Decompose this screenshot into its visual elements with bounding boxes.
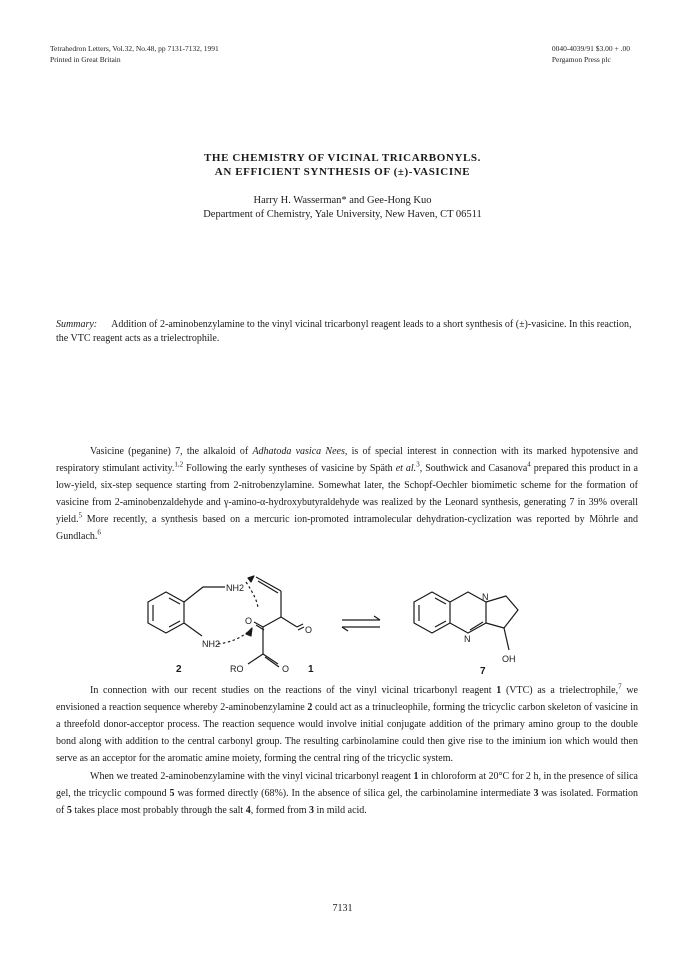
paragraph-intro [56, 443, 638, 545]
journal-citation: Tetrahedron Letters, Vol.32, No.48, pp 7131-7132, 1991 [50, 44, 219, 53]
title-line-1: THE CHEMISTRY OF VICINAL TRICARBONYLS. [204, 152, 481, 164]
text-run: was isolated. Formation of [56, 788, 638, 816]
paragraph-experiment [56, 768, 638, 819]
text-run: , Southwick and Casanova [419, 463, 528, 474]
summary-block [56, 318, 638, 346]
printed-in: Printed in Great Britain [50, 55, 121, 64]
summary-label: Summary: [56, 319, 98, 330]
reference-superscript: 5 [78, 511, 82, 520]
summary-text: Addition of 2-aminobenzylamine to the vinyl vicinal tricarbonyl reagent leads to a short synthesis of (±)-vasicine. In this reaction, the VTC reagent acts as a trielectrophile. [56, 319, 632, 344]
nh2-top-label: NH2 [226, 583, 245, 593]
page-number: 7131 [332, 903, 353, 914]
text-run: in mild acid. [314, 805, 367, 816]
ro-label: RO [230, 664, 244, 674]
o-ester-label: O [282, 664, 290, 674]
text-run: takes place most probably through the salt [71, 805, 246, 816]
compound-ref: 4 [245, 805, 251, 816]
text-run: When we treated 2-aminobenzylamine with the vinyl vicinal tricarbonyl reagent [90, 771, 414, 782]
compound-ref: 1 [413, 771, 419, 782]
compound-ref: 3 [309, 805, 315, 816]
publisher: Pergamon Press plc [551, 55, 611, 64]
running-header-left [50, 43, 219, 65]
compound-ref: 1 [496, 685, 502, 696]
running-header-right [552, 43, 630, 65]
text-run: we envisioned a reaction sequence whereby 2-aminobenzylamine [56, 685, 638, 713]
issn-price: 0040-4039/91 $3.00 + .00 [551, 44, 630, 53]
n-top-label: N [482, 592, 489, 602]
o-left-label: O [245, 616, 253, 626]
text-run: in chloroform at 20°C for 2 h, in the presence of silica gel, the tricyclic compound [56, 771, 638, 799]
paper-title [0, 151, 685, 179]
text-run: Vasicine (peganine) 7, the alkaloid of [90, 446, 253, 457]
text-run: In connection with our recent studies on the reactions of the vinyl vicinal tricarbonyl reagent [90, 685, 497, 696]
paragraph-vtc [56, 682, 638, 767]
oh-label: OH [502, 654, 516, 664]
compound-ref: 2 [307, 702, 313, 713]
text-run: , formed from [250, 805, 310, 816]
et-al: et al. [395, 463, 417, 474]
affiliation: Department of Chemistry, Yale University, New Haven, CT 06511 [203, 209, 482, 220]
text-run: (VTC) as a trielectrophile, [501, 685, 619, 696]
benzyl-ch2 [184, 587, 225, 602]
reference-superscript: 4 [527, 460, 531, 469]
title-line-2: AN EFFICIENT SYNTHESIS OF (±)-VASICINE [214, 166, 471, 178]
reference-superscript: 6 [97, 528, 101, 537]
reference-superscript: 3 [416, 460, 420, 469]
n-bottom-label: N [464, 634, 471, 644]
author-names: Harry H. Wasserman* and Gee-Hong Kuo [253, 195, 432, 206]
nh2-bottom-label: NH2 [202, 639, 221, 649]
text-run: Following the early syntheses of vasicine by Späth [183, 463, 396, 474]
compound-label-7: 7 [480, 666, 486, 677]
compound-label-2: 2 [176, 664, 182, 675]
reference-superscript: 7 [618, 682, 622, 691]
text-run: More recently, a synthesis based on a mercuric ion-promoted intramolecular dehydration-cyclization was reported by Möhrle and Gundlach. [56, 514, 638, 542]
compound-ref: 5 [169, 788, 175, 799]
reaction-scheme [130, 572, 560, 682]
author-block [0, 194, 685, 222]
text-run: prepared this product in a low-yield, six-step sequence starting from 2-nitrobenzylamine. Somewhat later, the Schopf-Oechler biomimetic scheme for the formation of vasicine from 2-aminobenzaldehyde and γ-amino-α-hydroxybutyraldehyde was realized by the Leonard synthesis, generating 7 in 39% overall yield. [56, 463, 638, 525]
o-right-label: O [305, 625, 313, 635]
compound-ref: 5 [66, 805, 72, 816]
reference-superscript: 1,2 [174, 460, 184, 469]
text-run: , is of special interest in connection with its marked hypotensive and respiratory stimulant activity. [56, 446, 639, 474]
text-run: was formed directly (68%). In the absence of silica gel, the carbinolamine intermediate [174, 788, 534, 799]
species-name: Adhatoda vasica Nees [252, 446, 345, 457]
compound-ref: 3 [533, 788, 539, 799]
compound-label-1: 1 [308, 664, 314, 675]
text-run: could act as a trinucleophile, forming the tricyclic carbon skeleton of vasicine in a threefold donor-acceptor process. The reaction sequence would involve initial conjugate addition of the primary amino group to the double bond along with addition to the central carbonyl group. The resulting carbinolamine could then give rise to the iminium ion which would then serve as an acceptor for the aromatic amine moiety, forming the central ring of the tricyclic system. [56, 702, 638, 764]
